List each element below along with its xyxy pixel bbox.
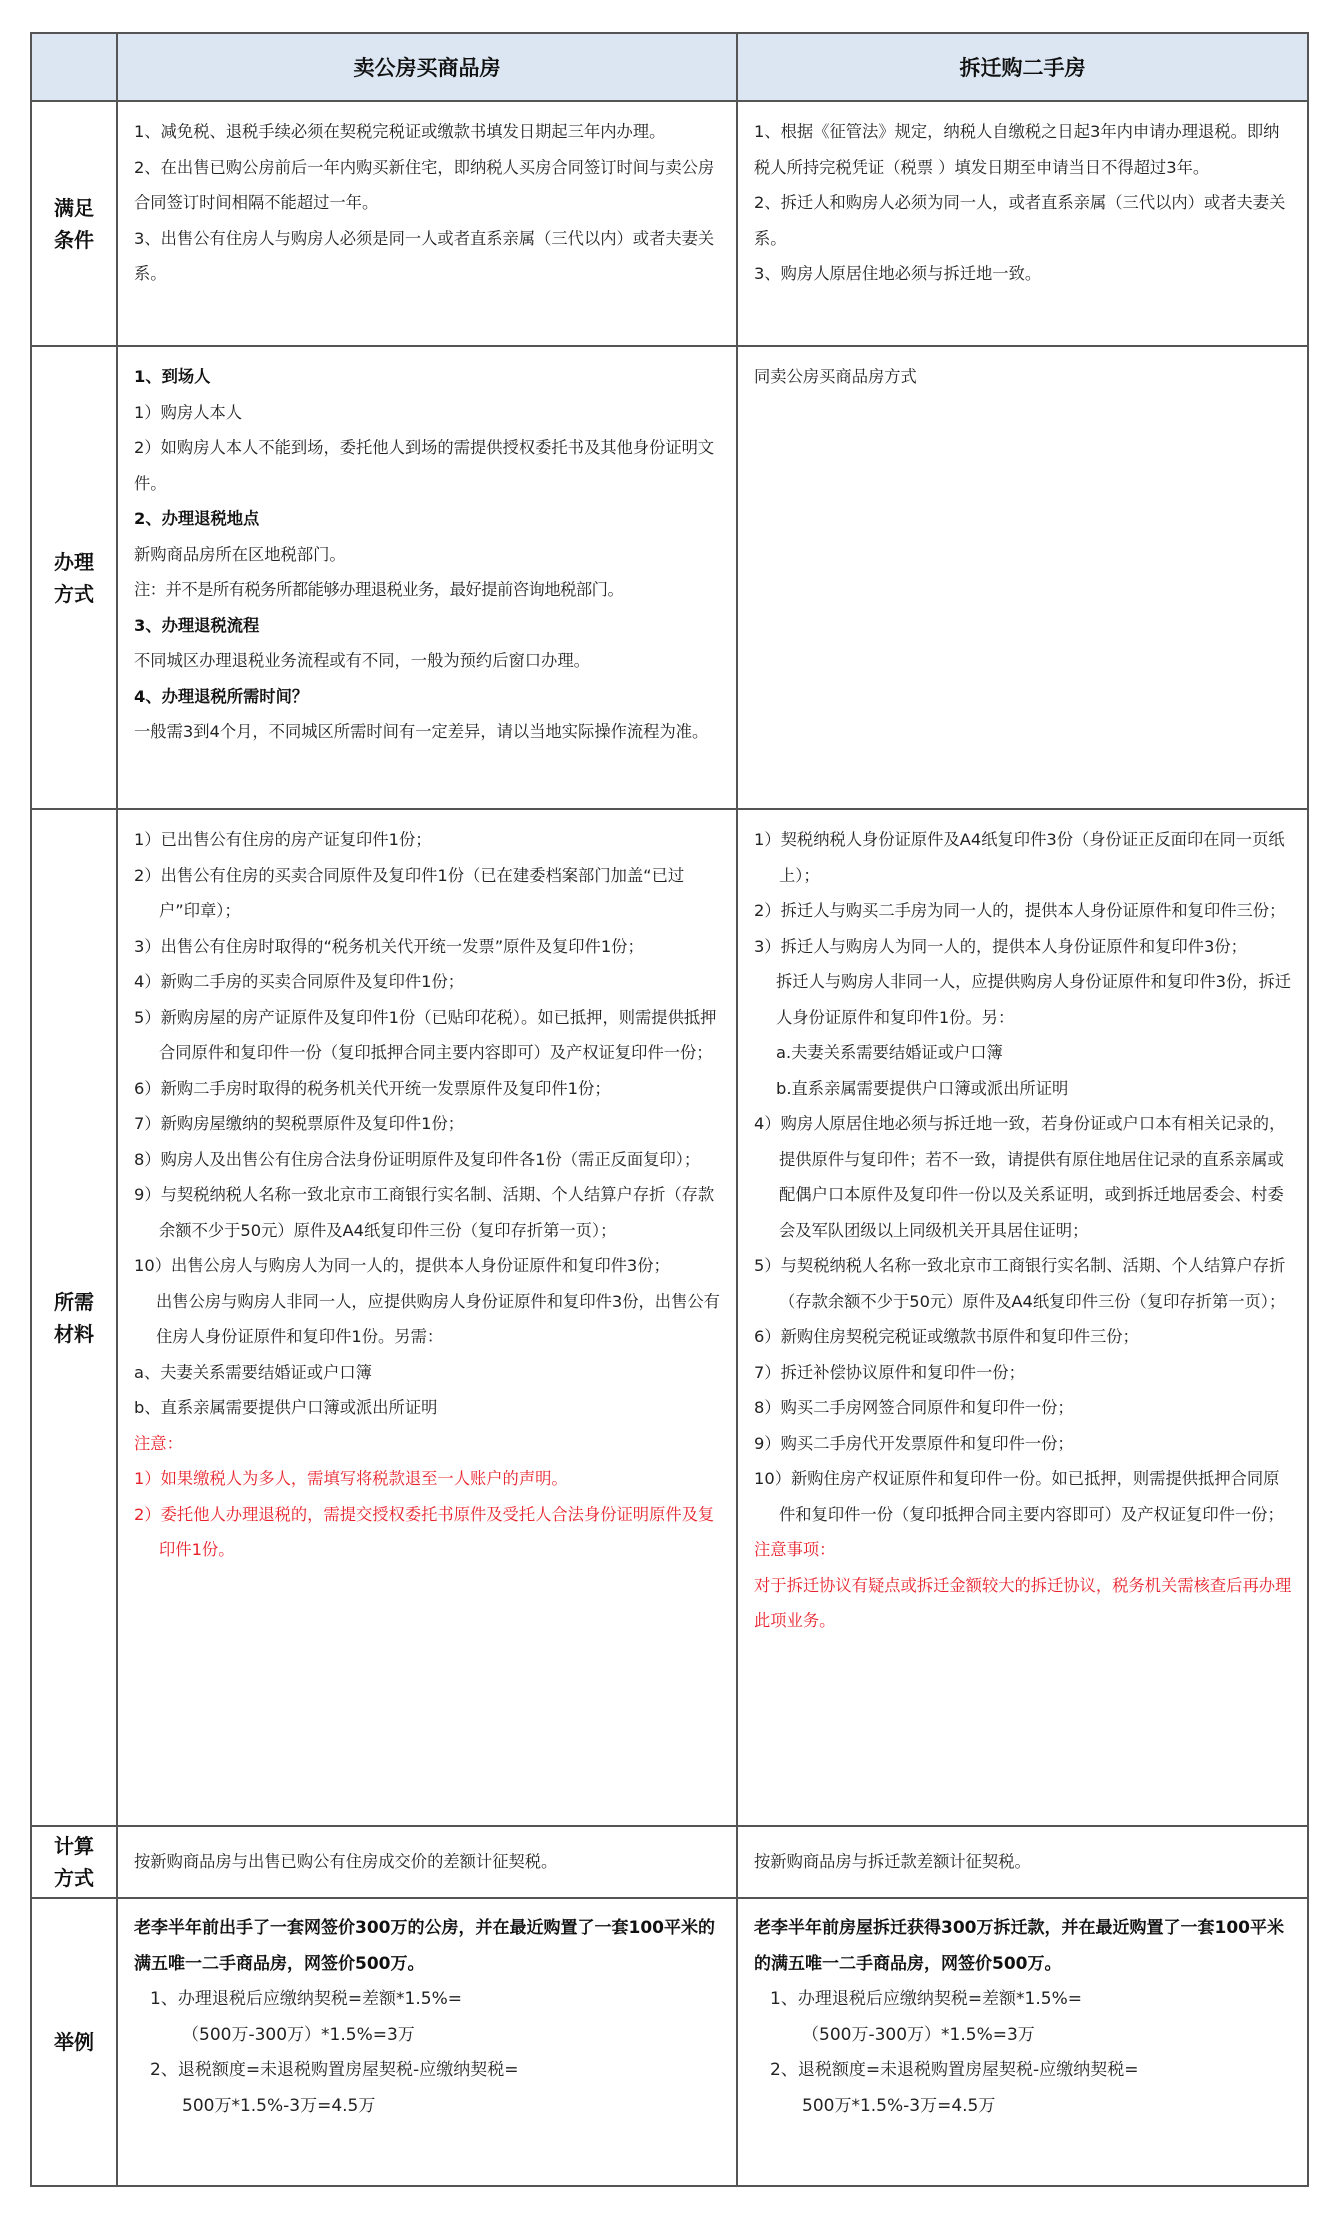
material-item: 4）新购二手房的买卖合同原件及复印件1份； [134,972,465,991]
note-title: 注意事项： [754,1540,836,1559]
material-sub-b: b.直系亲属需要提供户口簿或派出所证明 [776,1078,1069,1098]
comparison-table [30,32,1309,2187]
example-step-value: （500万-300万）*1.5%=3万 [802,2024,1035,2045]
row-conditions [31,101,1308,346]
material-item: 3）拆迁人与购房人为同一人的，提供本人身份证原件和复印件3份； [754,936,1247,956]
example-step-value: （500万-300万）*1.5%=3万 [182,2024,415,2045]
material-item: 8）购买二手房网签合同原件和复印件一份； [754,1398,1074,1417]
method-text: 注：并不是所有税务所都能够办理退税业务，最好提前咨询地税部门。 [134,580,624,599]
calc-text: 按新购商品房与拆迁款差额计征契税。 [754,1852,1031,1872]
row-calc [31,1826,1308,1898]
material-item: 6）新购住房契税完税证或缴款书原件和复印件三份； [754,1327,1139,1346]
method-text: 一般需3到4个月，不同城区所需时间有一定差异，请以当地实际操作流程为准。 [134,722,709,741]
example-step: 1、办理退税后应缴纳契税=差额*1.5%= [150,1989,462,2009]
material-item: 7）新购房屋缴纳的契税票原件及复印件1份； [134,1114,465,1133]
materials-left-cell [117,809,737,1826]
material-item: 10）新购住房产权证原件和复印件一份。如已抵押，则需提供抵押合同原件和复印件一份（复印抵押合同主要内容即可）及产权证复印件一份； [754,1469,1284,1524]
row-label-method: 办理 方式 [31,346,117,809]
example-step: 2、退税额度=未退税购置房屋契税-应缴纳契税= [770,2060,1139,2080]
note-item: 对于拆迁协议有疑点或拆迁金额较大的拆迁协议，税务机关需核查后再办理此项业务。 [754,1575,1292,1630]
material-item: 3）出售公有住房时取得的“税务机关代开统一发票”原件及复印件1份； [134,936,644,956]
method-heading: 4、办理退税所需时间？ [134,686,309,706]
material-item: 2）拆迁人与购买二手房为同一人的，提供本人身份证原件和复印件三份； [754,901,1286,920]
material-item: 7）拆迁补偿协议原件和复印件一份； [754,1362,1025,1382]
example-step-value: 500万*1.5%-3万=4.5万 [182,2095,376,2116]
header-col-demolition-buy-second-hand: 拆迁购二手房 [737,33,1308,101]
row-example [31,1898,1308,2186]
material-item: 1）已出售公有住房的房产证复印件1份； [134,830,432,849]
example-right-cell [737,1898,1308,2186]
row-method [31,346,1308,809]
method-text: 同卖公房买商品房方式 [754,367,917,386]
conditions-right-cell [737,101,1308,346]
row-materials [31,809,1308,1826]
example-intro: 老李半年前出手了一套网签价300万的公房，并在最近购置了一套100平米的满五唯一二手商品房，网签价500万。 [134,1918,715,1974]
material-sub-b: b、直系亲属需要提供户口簿或派出所证明 [134,1398,438,1417]
condition-item: 2、在出售已购公房前后一年内购买新住宅，即纳税人买房合同签订时间与卖公房合同签订时间相隔不能超过一年。 [134,157,715,212]
method-left-cell [117,346,737,809]
method-text: 2）如购房人本人不能到场，委托他人到场的需提供授权委托书及其他身份证明文件。 [134,438,715,493]
method-text: 1）购房人本人 [134,402,243,422]
example-left-cell [117,1898,737,2186]
condition-item: 1、根据《征管法》规定，纳税人自缴税之日起3年内申请办理退税。即纳税人所持完税凭证（税票 ）填发日期至申请当日不得超过3年。 [754,122,1280,177]
header-row [31,33,1308,101]
row-label-materials: 所需 材料 [31,809,117,1826]
example-step: 1、办理退税后应缴纳契税=差额*1.5%= [770,1989,1082,2009]
material-item: 9）购买二手房代开发票原件和复印件一份； [754,1433,1074,1453]
method-text: 新购商品房所在区地税部门。 [134,544,346,564]
material-item: 4）购房人原居住地必须与拆迁地一致，若身份证或户口本有相关记录的，提供原件与复印件；若不一致，请提供有原住地居住记录的直系亲属或配偶户口本原件及复印件一份以及关系证明，或到拆迁地居委会、村委会及军队团级以上同级机关开具居住证明； [754,1114,1286,1240]
row-label-calc: 计算 方式 [31,1826,117,1898]
method-heading: 1、到场人 [134,367,211,386]
method-text: 不同城区办理退税业务流程或有不同，一般为预约后窗口办理。 [134,651,590,670]
header-empty [31,33,117,101]
row-label-example: 举例 [31,1898,117,2186]
conditions-left-cell [117,101,737,346]
header-col-sell-public-buy-commercial: 卖公房买商品房 [117,33,737,101]
note-item: 1）如果缴税人为多人，需填写将税款退至一人账户的声明。 [134,1469,568,1488]
material-item: 8）购房人及出售公有住房合法身份证明原件及复印件各1份（需正反面复印）； [134,1149,701,1169]
example-step-value: 500万*1.5%-3万=4.5万 [802,2095,996,2116]
condition-item: 3、购房人原居住地必须与拆迁地一致。 [754,264,1042,283]
material-sub-a: a、夫妻关系需要结婚证或户口簿 [134,1362,372,1382]
note-title: 注意： [134,1433,183,1453]
material-item: 5）新购房屋的房产证原件及复印件1份（已贴印花税）。如已抵押，则需提供抵押合同原件和复印件一份（复印抵押合同主要内容即可）及产权证复印件一份； [134,1007,717,1062]
material-item: 2）出售公有住房的买卖合同原件及复印件1份（已在建委档案部门加盖“已过户”印章）； [134,865,685,920]
note-item: 2）委托他人办理退税的，需提交授权委托书原件及受托人合法身份证明原件及复印件1份。 [134,1504,715,1559]
calc-right-cell [737,1826,1308,1898]
condition-item: 3、出售公有住房人与购房人必须是同一人或者直系亲属（三代以内）或者夫妻关系。 [134,228,715,283]
calc-text: 按新购商品房与出售已购公有住房成交价的差额计征契税。 [134,1852,558,1872]
material-item: 10）出售公房人与购房人为同一人的，提供本人身份证原件和复印件3份； [134,1256,670,1275]
method-heading: 3、办理退税流程 [134,615,260,635]
condition-item: 2、拆迁人和购房人必须为同一人，或者直系亲属（三代以内）或者夫妻关系。 [754,193,1286,248]
method-right-cell [737,346,1308,809]
material-extra: 出售公房与购房人非同一人，应提供购房人身份证原件和复印件3份，出售公有住房人身份证原件和复印件1份。另需： [156,1291,720,1346]
material-extra: 拆迁人与购房人非同一人，应提供购房人身份证原件和复印件3份，拆迁人身份证原件和复印件1份。另： [776,972,1292,1027]
material-item: 5）与契税纳税人名称一致北京市工商银行实名制、活期、个人结算户存折（存款余额不少于50元）原件及A4纸复印件三份（复印存折第一页）； [754,1256,1286,1311]
materials-right-cell [737,809,1308,1826]
example-intro: 老李半年前房屋拆迁获得300万拆迁款，并在最近购置了一套100平米的满五唯一二手商品房，网签价500万。 [754,1918,1284,1974]
material-item: 1）契税纳税人身份证原件及A4纸复印件3份（身份证正反面印在同一页纸上）； [754,830,1285,885]
material-item: 6）新购二手房时取得的税务机关代开统一发票原件及复印件1份； [134,1078,611,1098]
calc-left-cell [117,1826,737,1898]
material-sub-a: a.夫妻关系需要结婚证或户口簿 [776,1043,1003,1062]
row-label-conditions: 满足 条件 [31,101,117,346]
material-item: 9）与契税纳税人名称一致北京市工商银行实名制、活期、个人结算户存折（存款余额不少于50元）原件及A4纸复印件三份（复印存折第一页）； [134,1185,715,1240]
condition-item: 1、减免税、退税手续必须在契税完税证或缴款书填发日期起三年内办理。 [134,122,666,141]
example-step: 2、退税额度=未退税购置房屋契税-应缴纳契税= [150,2060,519,2080]
method-heading: 2、办理退税地点 [134,509,260,528]
